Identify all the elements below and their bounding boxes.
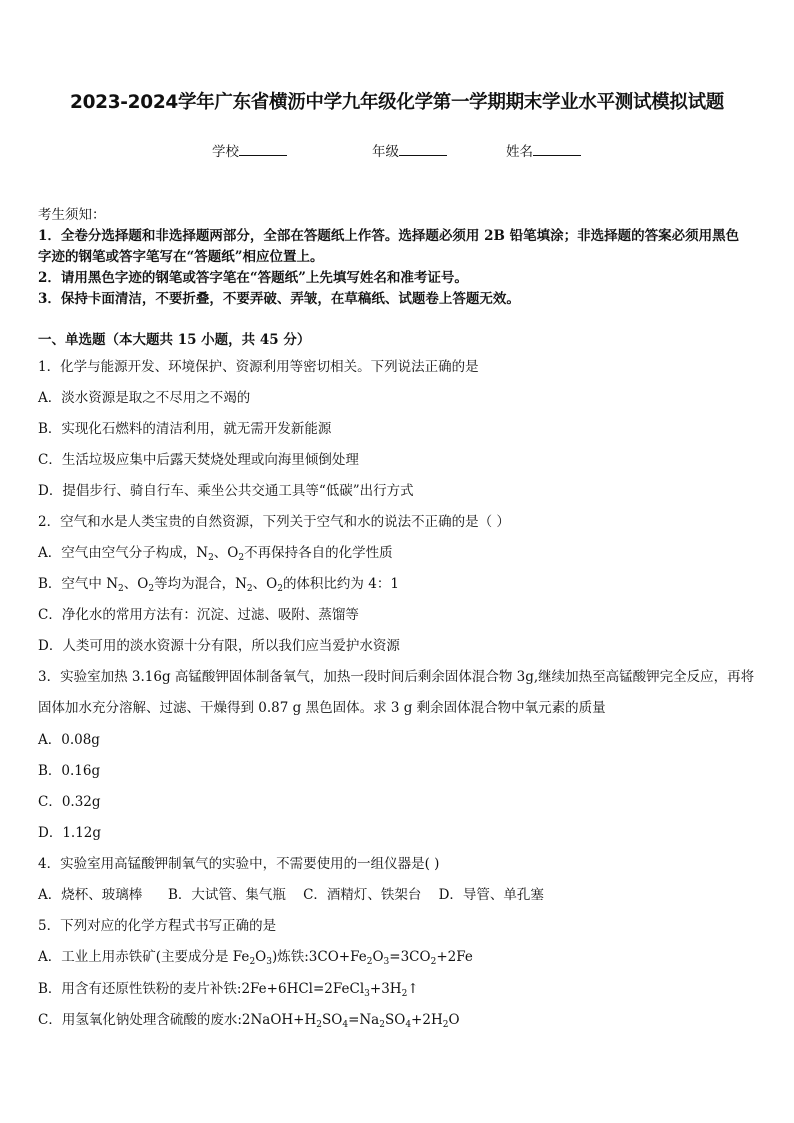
subscript: 4 bbox=[342, 1020, 349, 1030]
name-blank bbox=[533, 143, 581, 156]
subscript: 2 bbox=[442, 1020, 449, 1030]
notice-heading: 考生须知： bbox=[38, 207, 106, 223]
subscript: 2 bbox=[277, 584, 283, 594]
text-part: =Na bbox=[348, 1012, 380, 1028]
name-label: 姓名 bbox=[506, 144, 533, 160]
subscript: 3 bbox=[364, 989, 370, 999]
text-part: B．空气中 N bbox=[38, 576, 119, 592]
subscript: 3 bbox=[266, 957, 272, 967]
text-part: O bbox=[372, 949, 384, 965]
subscript: 2 bbox=[246, 584, 253, 594]
q1-option-c: C．生活垃圾应集中后露天焚烧处理或向海里倾倒处理 bbox=[38, 452, 359, 468]
text-part: C．用氢氧化钠处理含硫酸的废水:2NaOH+H bbox=[38, 1012, 317, 1028]
text-part: 、O bbox=[213, 545, 239, 561]
q3-option-a: A．0.08g bbox=[38, 732, 100, 748]
q3-option-b: B．0.16g bbox=[38, 763, 101, 779]
school-label: 学校 bbox=[212, 144, 239, 160]
subscript: 2 bbox=[238, 553, 245, 563]
text-part: ↑ bbox=[407, 981, 419, 997]
notice-line-2: 2．请用黑色字迹的钢笔或答字笔在“答题纸”上先填写姓名和准考证号。 bbox=[38, 270, 468, 286]
subscript: 2 bbox=[366, 957, 373, 967]
q5-stem: 5．下列对应的化学方程式书写正确的是 bbox=[38, 918, 277, 934]
text-part: +3H bbox=[369, 981, 402, 997]
text-part: SO bbox=[384, 1012, 406, 1028]
text-part: 不再保持各自的化学性质 bbox=[244, 545, 393, 561]
text-part: +2H bbox=[411, 1012, 443, 1028]
q2-option-c: C．净化水的常用方法有：沉淀、过滤、吸附、蒸馏等 bbox=[38, 607, 359, 623]
subscript: 2 bbox=[316, 1020, 322, 1030]
text-part: 等均为混合，N bbox=[154, 576, 247, 592]
q2-option-b bbox=[38, 572, 399, 594]
q3-stem-line-2: 固体加水充分溶解、过滤、干燥得到 0.87 g 黑色固体。求 3 g 剩余固体混合物中氧元素的质量 bbox=[38, 700, 606, 716]
subscript: 2 bbox=[118, 584, 124, 594]
grade-blank bbox=[399, 143, 447, 156]
q5-option-b bbox=[38, 977, 419, 999]
q3-option-d: D．1.12g bbox=[38, 825, 102, 841]
page-title: 2023-2024学年广东省横沥中学九年级化学第一学期期末学业水平测试模拟试题 bbox=[70, 92, 724, 113]
subscript: 3 bbox=[383, 957, 390, 967]
text-part: SO bbox=[322, 1012, 343, 1028]
subscript: 2 bbox=[379, 1020, 385, 1030]
text-part: 、O bbox=[252, 576, 278, 592]
subscript: 2 bbox=[401, 989, 408, 999]
notice-line-1: 1．全卷分选择题和非选择题两部分，全部在答题纸上作答。选择题必须用 2B 铅笔填涂；非选择题的答案必须用黑色 bbox=[38, 228, 740, 244]
text-part: =3CO bbox=[389, 949, 431, 965]
q1-option-b: B．实现化石燃料的清洁利用，就无需开发新能源 bbox=[38, 421, 332, 437]
q2-stem: 2．空气和水是人类宝贵的自然资源，下列关于空气和水的说法不正确的是（ ） bbox=[38, 514, 510, 530]
q1-option-d: D．提倡步行、骑自行车、乘坐公共交通工具等“低碳”出行方式 bbox=[38, 483, 414, 499]
text-part: O bbox=[448, 1012, 460, 1028]
q3-option-c: C．0.32g bbox=[38, 794, 101, 810]
section-heading: 一、单选题（本大题共 15 小题，共 45 分） bbox=[38, 332, 311, 348]
q4-stem: 4．实验室用高锰酸钾制氧气的实验中，不需要使用的一组仪器是( ) bbox=[38, 856, 440, 872]
q5-option-c bbox=[38, 1008, 460, 1030]
q4-options: A．烧杯、玻璃棒 B．大试管、集气瓶 C．酒精灯、铁架台 D．导管、单孔塞 bbox=[38, 887, 544, 903]
q1-option-a: A．淡水资源是取之不尽用之不竭的 bbox=[38, 390, 251, 406]
q2-option-d: D．人类可用的淡水资源十分有限，所以我们应当爱护水资源 bbox=[38, 638, 400, 654]
text-part: +2Fe bbox=[436, 949, 473, 965]
subscript: 2 bbox=[208, 553, 214, 563]
notice-line-1b: 字迹的钢笔或答字笔写在“答题纸”相应位置上。 bbox=[38, 249, 324, 265]
text-part: B．用含有还原性铁粉的麦片补铁:2Fe+6HCl=2FeCl bbox=[38, 981, 365, 997]
text-part: O bbox=[255, 949, 267, 965]
text-part: 的体积比约为 4：1 bbox=[282, 576, 399, 592]
q3-stem-line-1: 3．实验室加热 3.16g 高锰酸钾固体制备氧气，加热一段时间后剩余固体混合物 3g,继续加热至高锰酸钾完全反应，再将 bbox=[38, 669, 755, 685]
notice-line-3: 3．保持卡面清洁，不要折叠，不要弄破、弄皱，在草稿纸、试题卷上答题无效。 bbox=[38, 291, 520, 307]
subscript: 2 bbox=[249, 957, 256, 967]
text-part: 、O bbox=[123, 576, 149, 592]
school-field bbox=[212, 140, 287, 160]
subscript: 2 bbox=[430, 957, 437, 967]
text-part: )炼铁:3CO+Fe bbox=[271, 949, 367, 965]
name-field bbox=[506, 140, 581, 160]
school-blank bbox=[239, 143, 287, 156]
subscript: 4 bbox=[405, 1020, 412, 1030]
subscript: 2 bbox=[148, 584, 155, 594]
q2-option-a bbox=[38, 541, 393, 563]
text-part: A．工业上用赤铁矿(主要成分是 Fe bbox=[38, 949, 250, 965]
q5-option-a bbox=[38, 945, 473, 967]
text-part: A．空气由空气分子构成，N bbox=[38, 545, 209, 561]
grade-field bbox=[372, 140, 447, 160]
grade-label: 年级 bbox=[372, 144, 399, 160]
q1-stem: 1．化学与能源开发、环境保护、资源利用等密切相关。下列说法正确的是 bbox=[38, 359, 479, 375]
